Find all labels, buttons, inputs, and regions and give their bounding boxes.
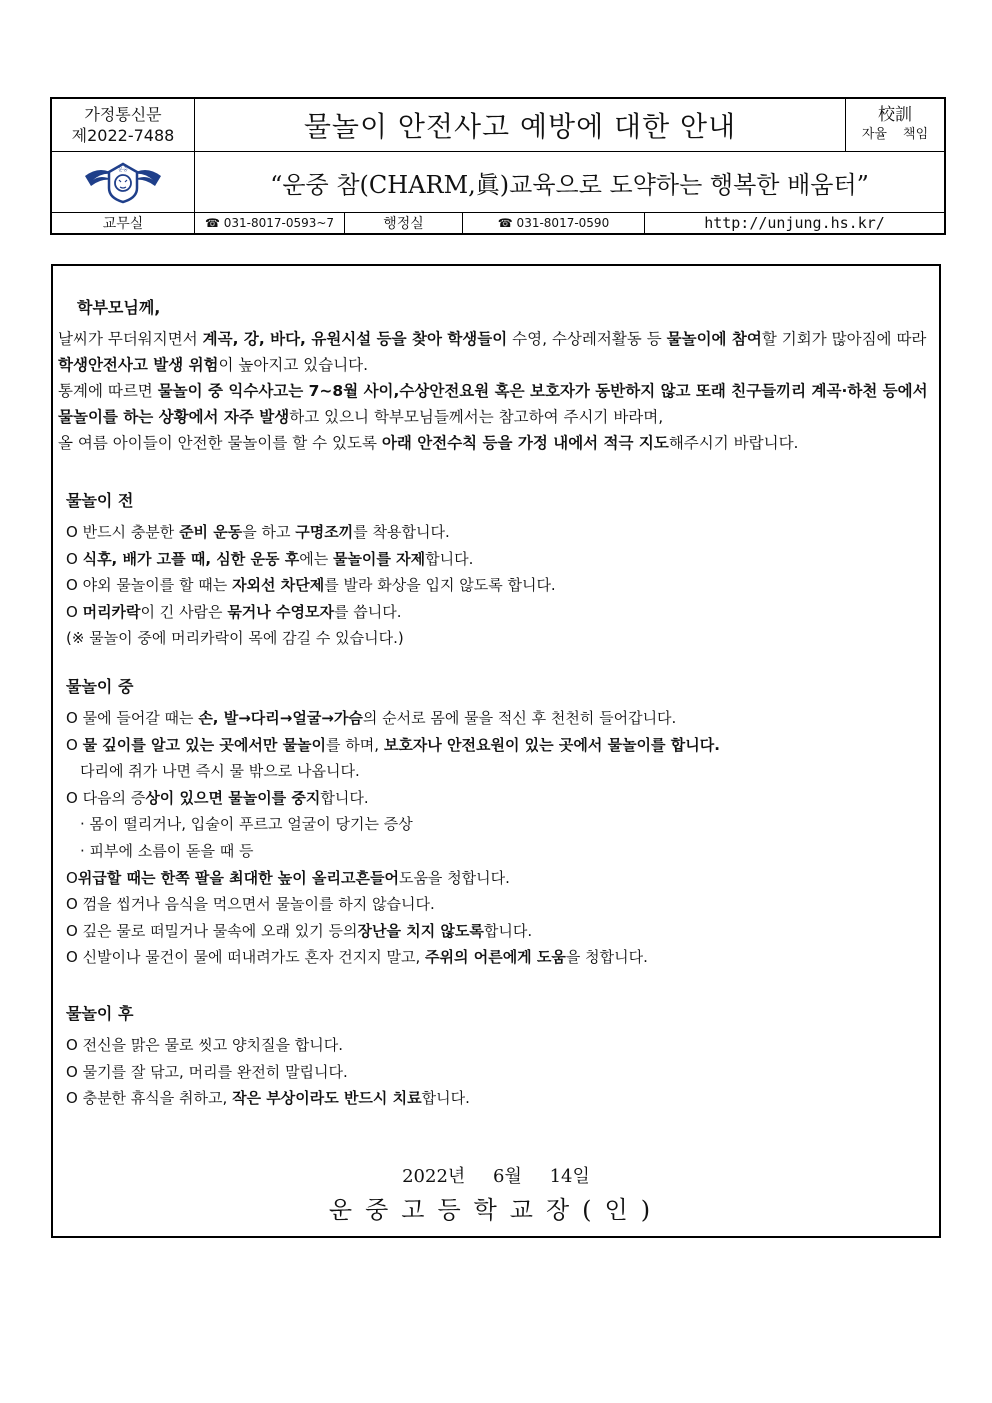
safety-rule xyxy=(66,572,926,599)
motto-title: 校訓 xyxy=(878,105,912,125)
text-run: O 야외 물놀이를 할 때는 xyxy=(66,576,233,595)
intro-paragraph xyxy=(58,430,933,456)
contact-row xyxy=(52,213,944,233)
text-run: 장난을 치지 않도록 xyxy=(357,921,484,940)
text-run: 작은 부상이라도 반드시 치료 xyxy=(232,1089,422,1108)
text-run: 하고 있으니 학부모님들께서는 참고하여 주시기 바라며, xyxy=(289,408,664,426)
section-after xyxy=(66,1001,926,1112)
text-run: O 충분한 휴식을 취하고, xyxy=(66,1089,233,1108)
safety-rule xyxy=(66,1032,926,1059)
text-run: 을 하고 xyxy=(242,523,296,541)
text-run: 의 순서로 몸에 물을 적신 후 천천히 들어갑니다. xyxy=(362,709,677,727)
text-run: 통계에 따르면 xyxy=(58,382,158,400)
text-run: 보호자나 안전요원이 있는 곳에서 물놀이를 합니다. xyxy=(383,735,720,754)
text-run: 를 착용합니다. xyxy=(353,523,450,541)
office-academic: 교무실 xyxy=(52,213,195,233)
intro-paragraph xyxy=(58,326,933,378)
phone-admin: ☎ 031-8017-0590 xyxy=(463,213,645,233)
text-run: O 다음의 증 xyxy=(66,788,146,807)
safety-rule xyxy=(66,599,926,626)
phone-academic: ☎ 031-8017-0593~7 xyxy=(195,213,345,233)
text-run: 합니다. xyxy=(483,921,533,940)
text-run: · 피부에 소름이 돋을 때 등 xyxy=(80,841,254,860)
school-slogan: “운중 참(CHARM,眞)교육으로 도약하는 행복한 배움터” xyxy=(270,170,869,199)
safety-rule xyxy=(66,811,926,838)
text-run: 합니다. xyxy=(320,788,369,807)
safety-rule xyxy=(66,918,926,945)
page-title: 물놀이 안전사고 예방에 대한 안내 xyxy=(195,99,846,151)
header-title-row xyxy=(52,99,944,152)
office-admin: 행정실 xyxy=(345,213,463,233)
text-run: 위급할 때는 한쪽 팔을 최대한 높이 올리고흔들어 xyxy=(77,868,399,887)
text-run: O xyxy=(66,735,83,754)
issue-date: 2022년 6월 14일 xyxy=(402,1166,590,1187)
safety-rule xyxy=(66,732,926,759)
intro-paragraph xyxy=(58,378,933,430)
safety-rule xyxy=(66,891,926,918)
safety-rule xyxy=(66,1059,926,1086)
text-run: 주위의 어른에게 도움 xyxy=(425,948,566,967)
text-run: O 껌을 씹거나 음식을 먹으면서 물놀이를 하지 않습니다. xyxy=(66,895,435,914)
text-run: 수영, 수상레저활동 등 xyxy=(507,330,667,348)
publication-info xyxy=(52,99,195,151)
safety-rule xyxy=(66,1085,926,1112)
school-website-link[interactable]: http://unjung.hs.kr/ xyxy=(704,214,885,232)
safety-rule xyxy=(66,785,926,812)
text-run: 물놀이에 참여 xyxy=(666,330,762,348)
publication-number: 제2022-7488 xyxy=(71,126,175,145)
school-motto xyxy=(846,99,944,151)
section-heading: 물놀이 전 xyxy=(66,491,134,510)
text-run: 아래 안전수칙 등을 가정 내에서 적극 지도 xyxy=(381,434,669,452)
text-run: 이 긴 사람은 xyxy=(140,602,228,621)
text-run: 묶거나 수영모자 xyxy=(227,602,334,621)
text-run: 다리에 쥐가 나면 즉시 물 밖으로 나옵니다. xyxy=(80,762,360,781)
signer: 운중고등학교장(인) xyxy=(328,1196,664,1224)
text-run: 식후, 배가 고플 때, 심한 운동 후 xyxy=(82,549,300,568)
text-run: 해주시기 바랍니다. xyxy=(668,434,799,452)
safety-rule xyxy=(66,519,926,546)
text-run: 합니다. xyxy=(421,1089,470,1108)
text-run: 도움을 청합니다. xyxy=(398,868,510,887)
text-run: 합니다. xyxy=(425,549,474,568)
text-run: 이 높아지고 있습니다. xyxy=(218,356,369,374)
text-run: 학생안전사고 발생 위험 xyxy=(58,356,219,374)
text-run: 손, 발→다리→얼굴→가슴 xyxy=(198,709,363,727)
text-run: 머리카락 xyxy=(82,602,141,621)
text-run: O xyxy=(66,602,83,621)
intro-text xyxy=(58,326,933,456)
safety-rule xyxy=(66,758,926,785)
safety-rule xyxy=(66,944,926,971)
text-run: O 반드시 충분한 xyxy=(66,523,180,541)
text-run: 물놀이를 자제 xyxy=(332,549,426,568)
safety-rule xyxy=(66,865,926,892)
text-run: 자외선 차단제 xyxy=(232,576,325,595)
safety-rule xyxy=(66,838,926,865)
logo-text: 운중 xyxy=(118,167,128,173)
header-slogan-row xyxy=(52,152,944,213)
text-run: · 몸이 떨리거나, 입술이 푸르고 얼굴이 당기는 증상 xyxy=(80,815,413,834)
text-run: 할 기회가 많아짐에 따라 xyxy=(761,330,927,348)
text-run: 물 깊이를 알고 있는 곳에서만 물놀이 xyxy=(82,735,327,754)
text-run: 에는 xyxy=(299,549,333,568)
section-heading: 물놀이 후 xyxy=(66,1004,134,1023)
text-run: 물놀이 중 익수사고는 7~8월 사이,수상안전요원 혹은 보호자가 동반하지 않고 또래 친구들끼리 계곡·하천 등에서 물놀이를 하는 상황에서 자주 발생 xyxy=(58,382,928,426)
text-run: 계곡, 강, 바다, 유원시설 등을 찾아 학생들이 xyxy=(202,330,508,348)
safety-rule xyxy=(66,546,926,573)
publication-label: 가정통신문 xyxy=(84,105,162,124)
letter-body xyxy=(51,264,941,1238)
text-run: 날씨가 무더워지면서 xyxy=(58,330,203,348)
section-during xyxy=(66,674,926,971)
text-run: O 신발이나 물건이 물에 떠내려가도 혼자 건지지 말고, xyxy=(66,948,426,967)
text-run: O 물에 들어갈 때는 xyxy=(66,709,199,727)
text-run: O 전신을 맑은 물로 씻고 양치질을 합니다. xyxy=(66,1036,344,1054)
text-run: O 깊은 물로 떠밀거나 물속에 오래 있기 등의 xyxy=(66,921,358,940)
safety-rule xyxy=(66,625,926,652)
text-run: O 물기를 잘 닦고, 머리를 완전히 말립니다. xyxy=(66,1062,348,1081)
text-run: O xyxy=(66,868,78,887)
text-run: (※ 물놀이 중에 머리카락이 목에 감길 수 있습니다.) xyxy=(66,629,404,648)
text-run: 를 발라 화상을 입지 않도록 합니다. xyxy=(324,576,556,595)
text-run: 올 여름 아이들이 안전한 물놀이를 할 수 있도록 xyxy=(58,434,382,452)
salutation: 학부모님께, xyxy=(77,298,161,317)
text-run: 를 씁니다. xyxy=(333,602,402,621)
section-heading: 물놀이 중 xyxy=(66,677,134,696)
text-run: 을 청합니다. xyxy=(565,948,648,967)
section-before xyxy=(66,488,926,652)
newsletter-header xyxy=(50,97,946,235)
text-run: O xyxy=(66,549,83,568)
text-run: 준비 운동 xyxy=(179,523,243,541)
school-emblem-icon xyxy=(83,160,163,204)
safety-rule xyxy=(66,705,926,732)
motto-text: 자율 책임 xyxy=(861,127,929,142)
text-run: 구명조끼 xyxy=(295,523,354,541)
text-run: 상이 있으면 물놀이를 중지 xyxy=(145,788,321,807)
school-logo xyxy=(52,152,195,212)
text-run: 를 하며, xyxy=(326,735,384,754)
